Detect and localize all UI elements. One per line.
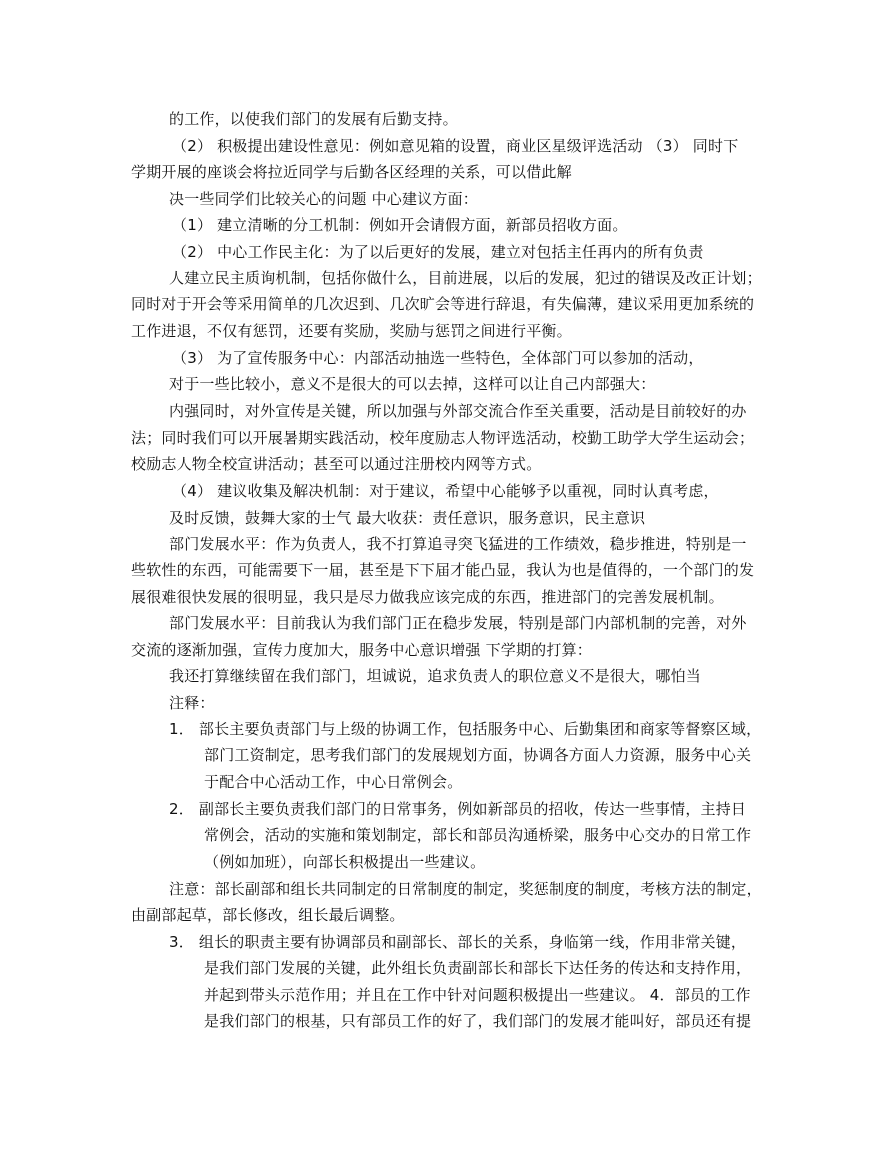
text-line: 同时对于开会等采用简单的几次迟到、几次旷会等进行辞退，有失偏薄，建议采用更加系统的 [131,295,755,313]
text-line: 我还打算继续留在我们部门，坦诚说，追求负责人的职位意义不是很大，哪怕当 [169,667,702,685]
text-line: 交流的逐渐加强，宣传力度加大，服务中心意识增强 下学期的打算： [131,641,592,659]
text-line: （1） 建立清晰的分工机制：例如开会请假方面，新部员招收方面。 [172,216,628,234]
text-line: 注释： [169,694,215,712]
text-line: 对于一些比较小，意义不是很大的可以去掉，这样可以让自己内部强大： [169,375,656,393]
text-line: （2） 中心工作民主化：为了以后更好的发展，建立对包括主任再内的所有负责 [172,243,704,261]
text-line: （2） 积极提出建设性意见：例如意见箱的设置，商业区星级评选活动 （3） 同时下 [172,137,739,155]
text-line: 1． 部长主要负责部门与上级的协调工作，包括服务中心、后勤集团和商家等督察区域， [169,720,762,738]
text-line: 2． 副部长主要负责我们部门的日常事务，例如新部员的招收，传达一些事情，主持日 [169,800,747,818]
text-line: 注意：部长副部和组长共同制定的日常制度的制定，奖惩制度的制度，考核方法的制定， [169,880,762,898]
text-line: 校励志人物全校宣讲活动；甚至可以通过注册校内网等方式。 [131,455,542,473]
text-line: 决一些同学们比较关心的问题 中心建议方面： [169,190,478,208]
text-line: 部门发展水平：目前我认为我们部门正在稳步发展，特别是部门内部机制的完善，对外 [169,614,747,632]
text-line: 是我们部门发展的关键，此外组长负责副部长和部长下达任务的传达和支持作用， [204,959,752,977]
text-line: 是我们部门的根基，只有部员工作的好了，我们部门的发展才能叫好，部员还有提 [204,1012,752,1030]
text-line: 学期开展的座谈会将拉近同学与后勤各区经理的关系，可以借此解 [131,163,572,181]
text-line: 内强同时，对外宣传是关键，所以加强与外部交流合作至关重要，活动是目前较好的办 [169,402,747,420]
text-line: （4） 建议收集及解决机制：对于建议，希望中心能够予以重视，同时认真考虑， [172,482,719,500]
text-line: 展很难很快发展的很明显，我只是尽力做我应该完成的东西，推进部门的完善发展机制。 [131,588,724,606]
text-line: 并起到带头示范作用；并且在工作中针对问题积极提出一些建议。 4．部员的工作 [204,986,751,1004]
text-line: 些软性的东西，可能需要下一届，甚至是下下届才能凸显，我认为也是值得的，一个部门的发 [131,561,755,579]
text-line: （例如加班），向部长积极提出一些建议。 [204,853,486,871]
text-line: 工作进退，不仅有惩罚，还要有奖励，奖励与惩罚之间进行平衡。 [131,322,572,340]
text-line: 的工作，以使我们部门的发展有后勤支持。 [169,110,458,128]
text-line: （3） 为了宣传服务中心：内部活动抽选一些特色，全体部门可以参加的活动， [172,349,704,367]
text-line: 常例会，活动的实施和策划制定，部长和部员沟通桥梁，服务中心交办的日常工作 [204,826,752,844]
text-line: 由副部起草，部长修改，组长最后调整。 [131,906,405,924]
text-line: 法；同时我们可以开展暑期实践活动，校年度励志人物评选活动，校勤工助学大学生运动会； [131,429,755,447]
text-line: 及时反馈，鼓舞大家的士气 最大收获：责任意识，服务意识，民主意识 [169,509,646,527]
text-line: 3． 组长的职责主要有协调部员和副部长、部长的关系，身临第一线，作用非常关键， [169,933,747,951]
text-line: 人建立民主质询机制，包括你做什么，目前进展，以后的发展，犯过的错误及改正计划； [169,269,762,287]
text-line: 部门工资制定，思考我们部门的发展规划方面，协调各方面人力资源，服务中心关 [204,746,752,764]
text-line: 于配合中心活动工作，中心日常例会。 [204,773,463,791]
text-line: 部门发展水平：作为负责人，我不打算追寻突飞猛进的工作绩效，稳步推进，特别是一 [169,535,747,553]
